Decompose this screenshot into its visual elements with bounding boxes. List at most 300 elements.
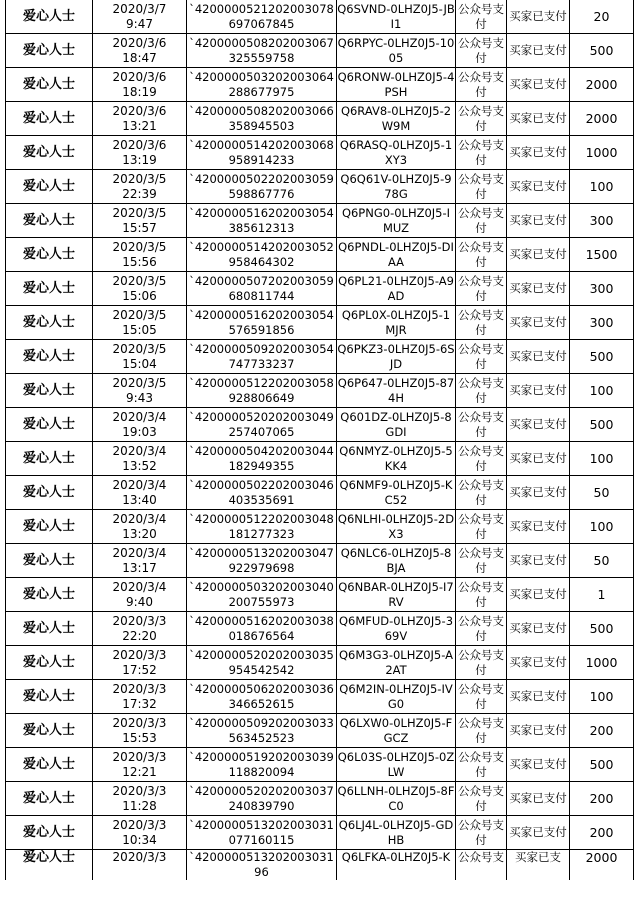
order-id-text: Q6M3G3-0LHZ0J5-A2AT bbox=[338, 647, 454, 677]
payment-status-cell bbox=[507, 476, 570, 510]
donor-text: 爱心人士 bbox=[22, 349, 75, 364]
time-text: 2020/3/5 15:56 bbox=[112, 239, 167, 269]
order-id-cell bbox=[337, 68, 456, 102]
amount-cell bbox=[570, 714, 634, 748]
amount-text: 500 bbox=[589, 349, 614, 364]
amount-text: 300 bbox=[589, 281, 614, 296]
time-text: 2020/3/5 15:05 bbox=[112, 307, 167, 337]
amount-cell bbox=[570, 0, 634, 34]
time-text: 2020/3/5 15:04 bbox=[112, 341, 167, 371]
payment-status-cell bbox=[507, 578, 570, 612]
donor-text: 爱心人士 bbox=[22, 247, 75, 262]
time-text: 2020/3/3 10:34 bbox=[112, 817, 167, 847]
time-text: 2020/3/5 22:39 bbox=[112, 171, 167, 201]
amount-text: 500 bbox=[589, 621, 614, 636]
payment-status-text: 买家已支付 bbox=[509, 145, 567, 159]
payment-channel-cell bbox=[456, 510, 507, 544]
transaction-id-cell bbox=[187, 646, 337, 680]
transaction-id-cell bbox=[187, 612, 337, 646]
amount-cell bbox=[570, 476, 634, 510]
transaction-id-text: `4200000514202003068958914233 bbox=[189, 137, 334, 167]
payment-channel-text: 公众号支付 bbox=[458, 409, 504, 439]
payment-channel-text: 公众号支 bbox=[458, 850, 504, 864]
payment-channel-cell bbox=[456, 170, 507, 204]
time-text: 2020/3/3 15:53 bbox=[112, 715, 167, 745]
order-id-cell bbox=[337, 34, 456, 68]
table-row bbox=[6, 612, 634, 646]
amount-cell bbox=[570, 782, 634, 816]
payment-status-cell bbox=[507, 68, 570, 102]
time-cell bbox=[93, 272, 187, 306]
amount-text: 1000 bbox=[585, 655, 618, 670]
donor-cell bbox=[6, 782, 93, 816]
amount-cell bbox=[570, 170, 634, 204]
time-text: 2020/3/3 22:20 bbox=[112, 613, 167, 643]
table-row bbox=[6, 340, 634, 374]
payment-status-text: 买家已支付 bbox=[509, 9, 567, 23]
donor-cell bbox=[6, 714, 93, 748]
time-cell bbox=[93, 816, 187, 850]
transaction-id-cell bbox=[187, 204, 337, 238]
payment-status-cell bbox=[507, 680, 570, 714]
transaction-id-text: `4200000509202003054747733237 bbox=[189, 341, 334, 371]
amount-text: 1500 bbox=[585, 247, 618, 262]
donation-table bbox=[5, 0, 634, 880]
donor-cell bbox=[6, 272, 93, 306]
transaction-id-text: `4200000504202003044182949355 bbox=[189, 443, 334, 473]
time-cell bbox=[93, 136, 187, 170]
transaction-id-cell bbox=[187, 680, 337, 714]
amount-text: 100 bbox=[589, 689, 614, 704]
amount-cell bbox=[570, 204, 634, 238]
table-row bbox=[6, 34, 634, 68]
payment-channel-cell bbox=[456, 476, 507, 510]
time-cell bbox=[93, 578, 187, 612]
order-id-text: Q6RASQ-0LHZ0J5-1XY3 bbox=[339, 137, 453, 167]
time-text: 2020/3/3 11:28 bbox=[112, 783, 167, 813]
transaction-id-text: `4200000507202003059680811744 bbox=[189, 273, 334, 303]
table-row bbox=[6, 544, 634, 578]
time-cell bbox=[93, 204, 187, 238]
time-cell bbox=[93, 238, 187, 272]
transaction-id-text: `4200000502202003059598867776 bbox=[189, 171, 334, 201]
payment-status-text: 买家已支付 bbox=[509, 315, 567, 329]
time-cell bbox=[93, 714, 187, 748]
transaction-id-cell bbox=[187, 578, 337, 612]
payment-status-cell bbox=[507, 544, 570, 578]
payment-status-cell bbox=[507, 748, 570, 782]
payment-status-text: 买家已支付 bbox=[509, 213, 567, 227]
payment-status-cell bbox=[507, 340, 570, 374]
table-row bbox=[6, 0, 634, 34]
donor-cell bbox=[6, 442, 93, 476]
transaction-id-text: `4200000516202003054385612313 bbox=[189, 205, 334, 235]
time-cell bbox=[93, 102, 187, 136]
time-text: 2020/3/5 15:57 bbox=[112, 205, 167, 235]
transaction-id-text: `4200000520202003049257407065 bbox=[189, 409, 334, 439]
amount-text: 300 bbox=[589, 213, 614, 228]
payment-channel-text: 公众号支付 bbox=[458, 647, 504, 677]
order-id-cell bbox=[337, 544, 456, 578]
amount-cell bbox=[570, 68, 634, 102]
amount-cell bbox=[570, 34, 634, 68]
payment-channel-text: 公众号支付 bbox=[458, 579, 504, 609]
payment-channel-cell bbox=[456, 612, 507, 646]
payment-status-cell bbox=[507, 204, 570, 238]
donor-text: 爱心人士 bbox=[22, 315, 75, 330]
order-id-text: Q6NMF9-0LHZ0J5-KC52 bbox=[339, 477, 453, 507]
amount-text: 200 bbox=[589, 825, 614, 840]
transaction-id-cell bbox=[187, 748, 337, 782]
payment-channel-text: 公众号支付 bbox=[458, 545, 504, 575]
payment-status-cell bbox=[507, 102, 570, 136]
donor-cell bbox=[6, 748, 93, 782]
donor-text: 爱心人士 bbox=[22, 213, 75, 228]
time-cell bbox=[93, 68, 187, 102]
payment-status-cell bbox=[507, 714, 570, 748]
payment-channel-text: 公众号支付 bbox=[458, 749, 504, 779]
amount-text: 1 bbox=[597, 587, 606, 602]
time-cell bbox=[93, 510, 187, 544]
payment-status-text: 买家已支付 bbox=[509, 179, 567, 193]
time-text: 2020/3/3 bbox=[112, 850, 167, 864]
payment-channel-cell bbox=[456, 578, 507, 612]
amount-text: 20 bbox=[593, 9, 610, 24]
payment-channel-text: 公众号支付 bbox=[458, 103, 504, 133]
amount-text: 500 bbox=[589, 417, 614, 432]
payment-channel-text: 公众号支付 bbox=[458, 137, 504, 167]
amount-cell bbox=[570, 136, 634, 170]
payment-status-cell bbox=[507, 374, 570, 408]
order-id-cell bbox=[337, 816, 456, 850]
payment-channel-cell bbox=[456, 0, 507, 34]
payment-channel-cell bbox=[456, 442, 507, 476]
order-id-text: Q6L03S-0LHZ0J5-0ZLW bbox=[337, 749, 455, 779]
donor-text: 爱心人士 bbox=[22, 723, 75, 738]
time-cell bbox=[93, 340, 187, 374]
amount-cell bbox=[570, 850, 634, 881]
payment-channel-cell bbox=[456, 408, 507, 442]
amount-text: 100 bbox=[589, 179, 614, 194]
payment-channel-cell bbox=[456, 238, 507, 272]
payment-status-text: 买家已支付 bbox=[509, 77, 567, 91]
order-id-cell bbox=[337, 680, 456, 714]
donor-cell bbox=[6, 476, 93, 510]
payment-channel-text: 公众号支付 bbox=[458, 273, 504, 303]
table-row bbox=[6, 578, 634, 612]
donor-text: 爱心人士 bbox=[22, 383, 75, 398]
donor-cell bbox=[6, 136, 93, 170]
donor-text: 爱心人士 bbox=[22, 757, 75, 772]
time-text: 2020/3/4 19:03 bbox=[112, 409, 167, 439]
order-id-text: Q6PKZ3-0LHZ0J5-6SJD bbox=[337, 341, 455, 371]
order-id-cell bbox=[337, 306, 456, 340]
donor-text: 爱心人士 bbox=[22, 179, 75, 194]
donor-cell bbox=[6, 646, 93, 680]
transaction-id-text: `4200000508202003067325559758 bbox=[189, 35, 334, 65]
time-cell bbox=[93, 680, 187, 714]
payment-channel-cell bbox=[456, 306, 507, 340]
time-text: 2020/3/4 13:17 bbox=[112, 545, 167, 575]
order-id-text: Q6NBAR-0LHZ0J5-I7RV bbox=[338, 579, 454, 609]
payment-status-text: 买家已支付 bbox=[509, 757, 567, 771]
donor-text: 爱心人士 bbox=[22, 519, 75, 534]
payment-channel-text: 公众号支付 bbox=[458, 681, 504, 711]
order-id-cell bbox=[337, 646, 456, 680]
donor-text: 爱心人士 bbox=[22, 850, 75, 865]
transaction-id-cell bbox=[187, 102, 337, 136]
donor-text: 爱心人士 bbox=[22, 655, 75, 670]
donor-text: 爱心人士 bbox=[22, 791, 75, 806]
donor-cell bbox=[6, 544, 93, 578]
payment-channel-cell bbox=[456, 374, 507, 408]
table-row bbox=[6, 714, 634, 748]
amount-cell bbox=[570, 612, 634, 646]
time-cell bbox=[93, 782, 187, 816]
payment-status-text: 买家已支付 bbox=[509, 485, 567, 499]
order-id-cell bbox=[337, 0, 456, 34]
table-row bbox=[6, 442, 634, 476]
payment-status-text: 买家已支付 bbox=[509, 281, 567, 295]
transaction-id-text: `4200000506202003036346652615 bbox=[189, 681, 334, 711]
payment-status-text: 买家已支付 bbox=[509, 43, 567, 57]
order-id-text: Q6LJ4L-0LHZ0J5-GDHB bbox=[338, 817, 454, 847]
transaction-id-text: `4200000508202003066358945503 bbox=[189, 103, 334, 133]
order-id-text: Q6Q61V-0LHZ0J5-978G bbox=[340, 171, 452, 201]
table-row bbox=[6, 306, 634, 340]
payment-channel-text: 公众号支付 bbox=[458, 1, 504, 31]
amount-cell bbox=[570, 306, 634, 340]
amount-cell bbox=[570, 238, 634, 272]
time-cell bbox=[93, 850, 187, 881]
time-text: 2020/3/4 13:40 bbox=[112, 477, 167, 507]
payment-channel-text: 公众号支付 bbox=[458, 341, 504, 371]
order-id-text: Q6RONW-0LHZ0J5-4PSH bbox=[337, 69, 455, 99]
transaction-id-text: `4200000521202003078697067845 bbox=[189, 1, 334, 31]
payment-channel-text: 公众号支付 bbox=[458, 477, 504, 507]
order-id-text: Q601DZ-0LHZ0J5-8GDI bbox=[340, 409, 452, 439]
order-id-text: Q6PL21-0LHZ0J5-A9AD bbox=[338, 273, 454, 303]
payment-status-cell bbox=[507, 442, 570, 476]
transaction-id-cell bbox=[187, 340, 337, 374]
amount-cell bbox=[570, 272, 634, 306]
payment-status-text: 买家已支付 bbox=[509, 825, 567, 839]
order-id-text: Q6M2IN-0LHZ0J5-IVG0 bbox=[339, 681, 453, 711]
order-id-text: Q6PL0X-0LHZ0J5-1MJR bbox=[341, 307, 451, 337]
order-id-cell bbox=[337, 442, 456, 476]
payment-status-text: 买家已支付 bbox=[509, 553, 567, 567]
payment-status-cell bbox=[507, 612, 570, 646]
payment-channel-cell bbox=[456, 272, 507, 306]
payment-channel-text: 公众号支付 bbox=[458, 239, 504, 269]
time-cell bbox=[93, 0, 187, 34]
donor-cell bbox=[6, 510, 93, 544]
order-id-text: Q6RAV8-0LHZ0J5-2W9M bbox=[340, 103, 452, 133]
transaction-id-text: `4200000514202003052958464302 bbox=[189, 239, 334, 269]
order-id-cell bbox=[337, 850, 456, 881]
transaction-id-cell bbox=[187, 170, 337, 204]
donor-cell bbox=[6, 680, 93, 714]
order-id-text: Q6LXW0-0LHZ0J5-FGCZ bbox=[339, 715, 453, 745]
time-text: 2020/3/4 13:20 bbox=[112, 511, 167, 541]
donor-cell bbox=[6, 0, 93, 34]
transaction-id-cell bbox=[187, 544, 337, 578]
payment-status-cell bbox=[507, 34, 570, 68]
donor-cell bbox=[6, 578, 93, 612]
payment-status-text: 买家已支付 bbox=[509, 723, 567, 737]
donor-cell bbox=[6, 408, 93, 442]
table-row bbox=[6, 476, 634, 510]
payment-status-text: 买家已支付 bbox=[509, 383, 567, 397]
payment-channel-text: 公众号支付 bbox=[458, 613, 504, 643]
table-row bbox=[6, 68, 634, 102]
payment-channel-cell bbox=[456, 204, 507, 238]
payment-status-text: 买家已支付 bbox=[509, 689, 567, 703]
order-id-cell bbox=[337, 714, 456, 748]
order-id-cell bbox=[337, 782, 456, 816]
transaction-id-cell bbox=[187, 850, 337, 881]
order-id-cell bbox=[337, 272, 456, 306]
amount-cell bbox=[570, 578, 634, 612]
transaction-id-cell bbox=[187, 816, 337, 850]
transaction-id-text: `4200000520202003037240839790 bbox=[189, 783, 334, 813]
payment-channel-text: 公众号支付 bbox=[458, 715, 504, 745]
table-row bbox=[6, 374, 634, 408]
payment-channel-cell bbox=[456, 748, 507, 782]
payment-channel-cell bbox=[456, 544, 507, 578]
table-row bbox=[6, 646, 634, 680]
payment-channel-text: 公众号支付 bbox=[458, 443, 504, 473]
order-id-cell bbox=[337, 102, 456, 136]
payment-status-text: 买家已支付 bbox=[509, 247, 567, 261]
transaction-id-cell bbox=[187, 408, 337, 442]
transaction-id-cell bbox=[187, 68, 337, 102]
table-row bbox=[6, 170, 634, 204]
payment-status-text: 买家已支付 bbox=[509, 111, 567, 125]
transaction-id-text: `4200000516202003038018676564 bbox=[189, 613, 334, 643]
payment-channel-cell bbox=[456, 714, 507, 748]
transaction-id-cell bbox=[187, 34, 337, 68]
payment-status-cell bbox=[507, 136, 570, 170]
amount-text: 500 bbox=[589, 43, 614, 58]
donor-text: 爱心人士 bbox=[22, 553, 75, 568]
payment-channel-cell bbox=[456, 782, 507, 816]
table-row bbox=[6, 102, 634, 136]
payment-channel-text: 公众号支付 bbox=[458, 511, 504, 541]
payment-status-text: 买家已支付 bbox=[509, 417, 567, 431]
amount-cell bbox=[570, 374, 634, 408]
transaction-id-cell bbox=[187, 442, 337, 476]
order-id-text: Q6SVND-0LHZ0J5-JBI1 bbox=[337, 1, 455, 31]
donor-cell bbox=[6, 306, 93, 340]
donor-cell bbox=[6, 612, 93, 646]
table-row bbox=[6, 408, 634, 442]
time-text: 2020/3/4 9:40 bbox=[112, 579, 167, 609]
payment-channel-cell bbox=[456, 680, 507, 714]
transaction-id-text: `4200000512202003058928806649 bbox=[189, 375, 334, 405]
amount-text: 200 bbox=[589, 723, 614, 738]
amount-text: 100 bbox=[589, 519, 614, 534]
order-id-text: Q6NLHI-0LHZ0J5-2DX3 bbox=[337, 511, 455, 541]
donor-cell bbox=[6, 340, 93, 374]
payment-channel-text: 公众号支付 bbox=[458, 307, 504, 337]
amount-text: 2000 bbox=[585, 850, 618, 865]
table-row bbox=[6, 816, 634, 850]
order-id-cell bbox=[337, 340, 456, 374]
time-text: 2020/3/3 17:52 bbox=[112, 647, 167, 677]
amount-cell bbox=[570, 544, 634, 578]
time-cell bbox=[93, 612, 187, 646]
payment-status-cell bbox=[507, 646, 570, 680]
amount-text: 200 bbox=[589, 791, 614, 806]
donor-text: 爱心人士 bbox=[22, 9, 75, 24]
payment-status-cell bbox=[507, 272, 570, 306]
transaction-id-cell bbox=[187, 136, 337, 170]
payment-channel-cell bbox=[456, 850, 507, 881]
transaction-id-text: `4200000519202003039118820094 bbox=[189, 749, 334, 779]
payment-channel-cell bbox=[456, 68, 507, 102]
donor-text: 爱心人士 bbox=[22, 281, 75, 296]
payment-channel-cell bbox=[456, 102, 507, 136]
time-text: 2020/3/7 9:47 bbox=[112, 1, 167, 31]
payment-status-cell bbox=[507, 0, 570, 34]
order-id-text: Q6P647-0LHZ0J5-874H bbox=[337, 375, 455, 405]
table-row bbox=[6, 204, 634, 238]
time-cell bbox=[93, 408, 187, 442]
transaction-id-cell bbox=[187, 782, 337, 816]
payment-status-text: 买家已支付 bbox=[509, 655, 567, 669]
time-cell bbox=[93, 34, 187, 68]
transaction-id-cell bbox=[187, 714, 337, 748]
payment-status-cell bbox=[507, 850, 570, 881]
amount-text: 1000 bbox=[585, 145, 618, 160]
order-id-cell bbox=[337, 476, 456, 510]
amount-text: 50 bbox=[593, 553, 610, 568]
order-id-cell bbox=[337, 170, 456, 204]
donor-cell bbox=[6, 374, 93, 408]
payment-status-text: 买家已支付 bbox=[509, 791, 567, 805]
transaction-id-text: `4200000509202003033563452523 bbox=[189, 715, 334, 745]
table-row bbox=[6, 680, 634, 714]
donor-text: 爱心人士 bbox=[22, 587, 75, 602]
donor-text: 爱心人士 bbox=[22, 451, 75, 466]
payment-status-cell bbox=[507, 816, 570, 850]
donor-text: 爱心人士 bbox=[22, 111, 75, 126]
transaction-id-cell bbox=[187, 238, 337, 272]
transaction-id-text: `4200000502202003046403535691 bbox=[189, 477, 334, 507]
order-id-cell bbox=[337, 612, 456, 646]
transaction-id-text: `4200000516202003054576591856 bbox=[189, 307, 334, 337]
order-id-text: Q6NMYZ-0LHZ0J5-5KK4 bbox=[339, 443, 453, 473]
order-id-cell bbox=[337, 136, 456, 170]
order-id-cell bbox=[337, 238, 456, 272]
donor-cell bbox=[6, 816, 93, 850]
amount-cell bbox=[570, 102, 634, 136]
transaction-id-cell bbox=[187, 476, 337, 510]
payment-status-cell bbox=[507, 238, 570, 272]
time-cell bbox=[93, 544, 187, 578]
donor-text: 爱心人士 bbox=[22, 417, 75, 432]
order-id-text: Q6PNDL-0LHZ0J5-DIAA bbox=[338, 239, 454, 269]
payment-channel-text: 公众号支付 bbox=[458, 817, 504, 847]
payment-channel-cell bbox=[456, 816, 507, 850]
transaction-id-cell bbox=[187, 510, 337, 544]
table-row bbox=[6, 238, 634, 272]
payment-status-text: 买家已支付 bbox=[509, 349, 567, 363]
time-text: 2020/3/4 13:52 bbox=[112, 443, 167, 473]
payment-status-cell bbox=[507, 408, 570, 442]
payment-channel-text: 公众号支付 bbox=[458, 205, 504, 235]
